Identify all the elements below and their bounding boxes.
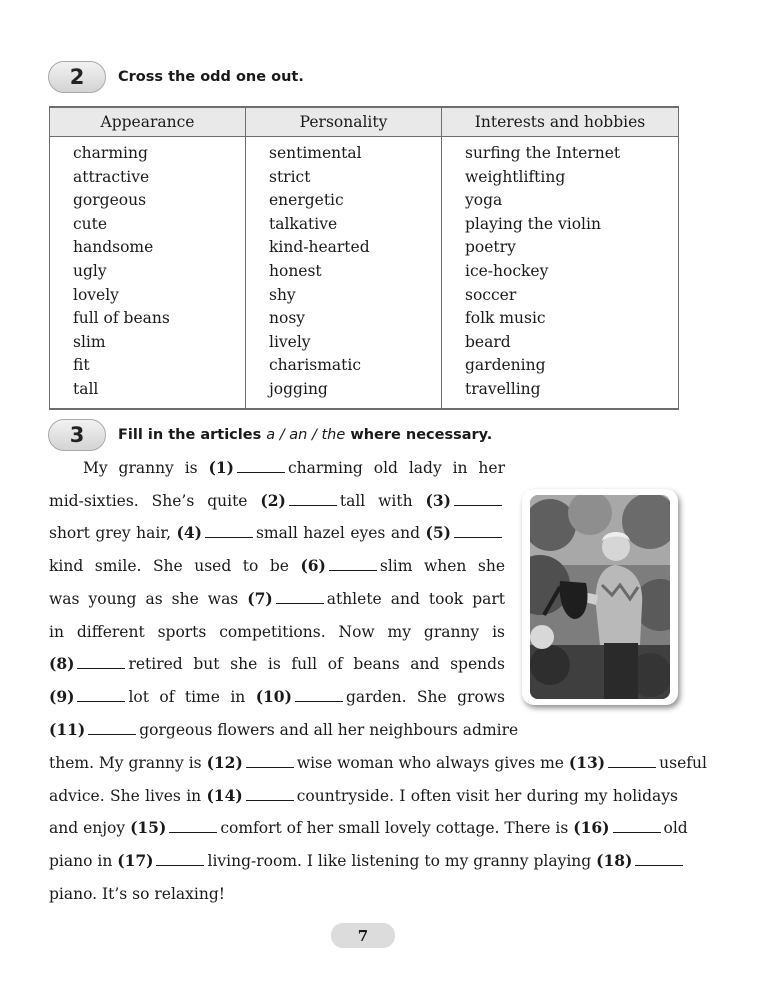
exercise-3-header <box>48 419 492 451</box>
answer-blank-7[interactable] <box>276 591 324 604</box>
photo-illustration <box>530 495 670 699</box>
word-item[interactable]: travelling <box>465 379 541 398</box>
text-line: in different sports competitions. Now my granny is <box>49 622 505 641</box>
word-item[interactable]: jogging <box>269 379 328 398</box>
column-header-personality: Personality <box>246 107 442 137</box>
word-item[interactable]: attractive <box>73 167 150 186</box>
word-item[interactable]: yoga <box>465 191 503 210</box>
text-line: mid-sixties. She’s quite (2) tall with (3) <box>49 485 505 518</box>
page-number: 7 <box>331 923 395 948</box>
word-item[interactable]: nosy <box>269 309 306 328</box>
instruction-prefix: Fill in the articles <box>118 427 262 443</box>
word-item[interactable]: handsome <box>73 238 154 257</box>
word-item[interactable]: fit <box>73 356 90 375</box>
word-item[interactable]: talkative <box>269 214 338 233</box>
personality-list <box>246 137 442 409</box>
word-item[interactable]: ice-hockey <box>465 261 549 280</box>
exercise-2-header <box>48 61 304 93</box>
text-line: My granny is (1) charming old lady in her <box>83 458 505 477</box>
word-item[interactable]: charismatic <box>269 356 362 375</box>
odd-one-out-table <box>49 106 679 410</box>
exercise-number-badge: 3 <box>48 419 106 451</box>
text-line: (8) retired but she is full of beans and spends <box>49 654 505 674</box>
text-line: them. My granny is (12) wise woman who always gives me (13) useful <box>49 753 707 772</box>
granny-photo <box>522 489 678 705</box>
word-item[interactable]: gardening <box>465 356 546 375</box>
answer-blank-2[interactable] <box>289 493 337 506</box>
answer-blank-1[interactable] <box>237 460 285 473</box>
appearance-list <box>50 137 246 409</box>
word-item[interactable]: beard <box>465 332 511 351</box>
word-item[interactable]: energetic <box>269 191 344 210</box>
word-item[interactable]: charming <box>73 144 148 162</box>
word-item[interactable]: lively <box>269 332 311 351</box>
text-line: piano in (17) living-room. I like listening to my granny playing (18) <box>49 845 678 878</box>
exercise-instruction <box>118 427 492 443</box>
answer-blank-8[interactable] <box>77 656 125 669</box>
text-line: (9) lot of time in (10) garden. She grows <box>49 686 505 706</box>
text-line: short grey hair, (4) small hazel eyes and (5) <box>49 517 505 550</box>
word-item[interactable]: weightlifting <box>465 167 566 186</box>
word-item[interactable]: cute <box>73 214 108 233</box>
word-item[interactable]: sentimental <box>269 144 362 162</box>
word-item[interactable]: kind-hearted <box>269 238 370 257</box>
word-item[interactable]: poetry <box>465 238 516 257</box>
answer-blank-17[interactable] <box>156 853 204 866</box>
word-item[interactable]: slim <box>73 332 106 351</box>
answer-blank-14[interactable] <box>246 788 294 801</box>
word-item[interactable]: ugly <box>73 261 107 280</box>
word-item[interactable]: honest <box>269 261 322 280</box>
word-item[interactable]: full of beans <box>73 309 170 328</box>
word-item[interactable]: surfing the Internet <box>465 144 621 162</box>
text-line: kind smile. She used to be (6) slim when she <box>49 556 505 576</box>
story-text-full <box>49 747 707 911</box>
instruction-articles: a / an / the <box>266 427 346 443</box>
word-item[interactable]: shy <box>269 285 296 304</box>
exercise-number-badge: 2 <box>48 61 106 93</box>
text-line: (11) gorgeous flowers and all her neighbours admire <box>49 719 519 739</box>
answer-blank-16[interactable] <box>613 820 661 833</box>
text-line: advice. She lives in (14) countryside. I often visit her during my holidays <box>49 785 678 805</box>
answer-blank-12[interactable] <box>246 755 294 768</box>
text-line: and enjoy (15) comfort of her small lovely cottage. There is (16) old <box>49 818 688 838</box>
answer-blank-11[interactable] <box>88 722 136 735</box>
answer-blank-15[interactable] <box>169 820 217 833</box>
answer-blank-5[interactable] <box>454 525 502 538</box>
word-item[interactable]: playing the violin <box>465 214 601 233</box>
answer-blank-6[interactable] <box>329 558 377 571</box>
text-line: piano. It’s so relaxing! <box>49 884 226 903</box>
answer-blank-18[interactable] <box>635 853 683 866</box>
exercise-instruction: Cross the odd one out. <box>118 69 304 85</box>
word-item[interactable]: strict <box>269 167 311 186</box>
answer-blank-4[interactable] <box>205 525 253 538</box>
answer-blank-3[interactable] <box>454 493 502 506</box>
word-item[interactable]: tall <box>73 379 99 398</box>
column-header-interests: Interests and hobbies <box>442 107 679 137</box>
text-line: was young as she was (7) athlete and took part <box>49 588 505 608</box>
instruction-suffix: where necessary. <box>350 427 493 443</box>
table-header-row <box>50 107 679 137</box>
word-item[interactable]: lovely <box>73 285 119 304</box>
word-item[interactable]: gorgeous <box>73 191 147 210</box>
answer-blank-9[interactable] <box>77 689 125 702</box>
word-item[interactable]: folk music <box>465 309 546 328</box>
column-header-appearance: Appearance <box>50 107 246 137</box>
word-item[interactable]: soccer <box>465 285 517 304</box>
answer-blank-13[interactable] <box>608 755 656 768</box>
interests-list <box>442 137 679 409</box>
answer-blank-10[interactable] <box>295 689 343 702</box>
story-text-column <box>49 452 519 746</box>
table-body-row <box>50 137 679 409</box>
